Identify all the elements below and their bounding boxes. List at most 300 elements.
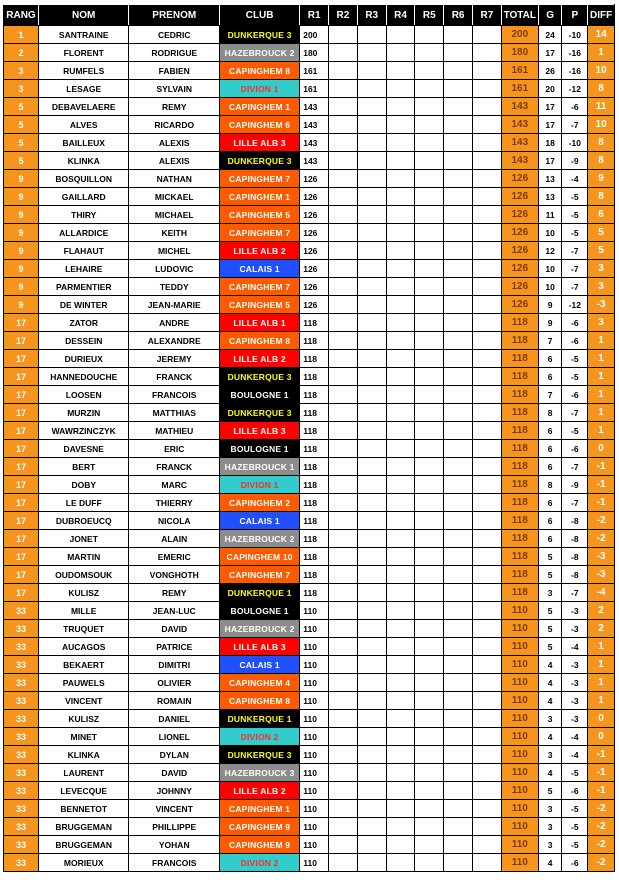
cell-diff: 1 <box>588 350 615 368</box>
cell-p: -10 <box>562 26 588 44</box>
table-row <box>4 512 615 530</box>
cell-total: 110 <box>501 782 538 800</box>
cell-r2 <box>329 188 358 206</box>
cell-diff: -1 <box>588 764 615 782</box>
header-r5: R5 <box>415 5 444 26</box>
cell-rang: 9 <box>4 278 39 296</box>
cell-club: LILLE ALB 3 <box>220 638 300 656</box>
cell-nom: BOSQUILLON <box>38 170 129 188</box>
cell-r1: 180 <box>300 44 329 62</box>
cell-total: 110 <box>501 728 538 746</box>
cell-r1: 161 <box>300 80 329 98</box>
table-row <box>4 764 615 782</box>
table-row <box>4 116 615 134</box>
cell-nom: BRUGGEMAN <box>38 836 129 854</box>
cell-r5 <box>415 548 444 566</box>
cell-r4 <box>386 566 415 584</box>
cell-club: CAPINGHEM 8 <box>220 62 300 80</box>
cell-r4 <box>386 602 415 620</box>
cell-rang: 17 <box>4 368 39 386</box>
cell-r6 <box>444 170 473 188</box>
cell-club: CAPINGHEM 5 <box>220 296 300 314</box>
cell-r1: 110 <box>300 746 329 764</box>
cell-rang: 33 <box>4 818 39 836</box>
cell-r3 <box>357 278 386 296</box>
cell-p: -7 <box>562 584 588 602</box>
cell-r4 <box>386 440 415 458</box>
cell-nom: THIRY <box>38 206 129 224</box>
cell-nom: GAILLARD <box>38 188 129 206</box>
cell-r7 <box>473 260 502 278</box>
cell-r2 <box>329 656 358 674</box>
cell-rang: 17 <box>4 512 39 530</box>
cell-r5 <box>415 512 444 530</box>
cell-r4 <box>386 800 415 818</box>
cell-club: CAPINGHEM 2 <box>220 494 300 512</box>
cell-r1: 118 <box>300 566 329 584</box>
cell-r5 <box>415 494 444 512</box>
cell-r1: 118 <box>300 530 329 548</box>
cell-nom: ZATOR <box>38 314 129 332</box>
header-r7: R7 <box>473 5 502 26</box>
cell-r7 <box>473 458 502 476</box>
cell-rang: 33 <box>4 692 39 710</box>
cell-rang: 33 <box>4 800 39 818</box>
cell-r3 <box>357 692 386 710</box>
cell-club: CAPINGHEM 7 <box>220 566 300 584</box>
cell-r6 <box>444 674 473 692</box>
cell-r2 <box>329 746 358 764</box>
cell-r4 <box>386 458 415 476</box>
table-row <box>4 152 615 170</box>
cell-club: DUNKERQUE 1 <box>220 710 300 728</box>
cell-nom: DAVESNE <box>38 440 129 458</box>
cell-total: 110 <box>501 818 538 836</box>
cell-r1: 126 <box>300 224 329 242</box>
cell-diff: 3 <box>588 278 615 296</box>
ranking-rows <box>4 26 615 872</box>
cell-r1: 126 <box>300 170 329 188</box>
cell-nom: PARMENTIER <box>38 278 129 296</box>
cell-p: -7 <box>562 116 588 134</box>
cell-r1: 118 <box>300 368 329 386</box>
cell-p: -4 <box>562 728 588 746</box>
table-row <box>4 314 615 332</box>
cell-g: 17 <box>538 98 562 116</box>
cell-r2 <box>329 440 358 458</box>
cell-club: HAZEBROUCK 2 <box>220 620 300 638</box>
cell-r4 <box>386 548 415 566</box>
cell-r4 <box>386 656 415 674</box>
table-row <box>4 620 615 638</box>
cell-rang: 17 <box>4 332 39 350</box>
cell-p: -5 <box>562 224 588 242</box>
cell-r7 <box>473 764 502 782</box>
cell-diff: 1 <box>588 638 615 656</box>
table-row <box>4 818 615 836</box>
cell-r2 <box>329 674 358 692</box>
cell-rang: 33 <box>4 728 39 746</box>
cell-p: -5 <box>562 818 588 836</box>
cell-club: DIVION 2 <box>220 728 300 746</box>
table-row <box>4 674 615 692</box>
cell-total: 126 <box>501 206 538 224</box>
cell-diff: 8 <box>588 80 615 98</box>
cell-r2 <box>329 566 358 584</box>
cell-r5 <box>415 386 444 404</box>
cell-g: 9 <box>538 296 562 314</box>
cell-rang: 9 <box>4 224 39 242</box>
cell-r5 <box>415 350 444 368</box>
cell-diff: -2 <box>588 530 615 548</box>
cell-diff: 8 <box>588 134 615 152</box>
table-row <box>4 278 615 296</box>
cell-g: 4 <box>538 764 562 782</box>
cell-r4 <box>386 404 415 422</box>
cell-prenom: CEDRIC <box>129 26 220 44</box>
cell-g: 4 <box>538 728 562 746</box>
table-row <box>4 350 615 368</box>
cell-r2 <box>329 476 358 494</box>
cell-r2 <box>329 692 358 710</box>
cell-nom: SANTRAINE <box>38 26 129 44</box>
cell-r7 <box>473 602 502 620</box>
cell-prenom: PATRICE <box>129 638 220 656</box>
table-row <box>4 476 615 494</box>
cell-r4 <box>386 116 415 134</box>
cell-r6 <box>444 260 473 278</box>
cell-r7 <box>473 710 502 728</box>
cell-prenom: VINCENT <box>129 800 220 818</box>
cell-total: 110 <box>501 836 538 854</box>
cell-r3 <box>357 638 386 656</box>
cell-club: LILLE ALB 2 <box>220 782 300 800</box>
cell-nom: DUBROEUCQ <box>38 512 129 530</box>
cell-r4 <box>386 476 415 494</box>
cell-prenom: ALAIN <box>129 530 220 548</box>
cell-nom: LESAGE <box>38 80 129 98</box>
cell-prenom: ALEXIS <box>129 152 220 170</box>
cell-r1: 143 <box>300 152 329 170</box>
cell-rang: 33 <box>4 674 39 692</box>
cell-r4 <box>386 782 415 800</box>
cell-r3 <box>357 44 386 62</box>
header-r2: R2 <box>329 5 358 26</box>
cell-g: 5 <box>538 602 562 620</box>
cell-rang: 33 <box>4 656 39 674</box>
table-row <box>4 710 615 728</box>
cell-prenom: KEITH <box>129 224 220 242</box>
cell-r6 <box>444 836 473 854</box>
cell-r3 <box>357 710 386 728</box>
cell-club: DUNKERQUE 3 <box>220 746 300 764</box>
cell-rang: 5 <box>4 134 39 152</box>
cell-p: -7 <box>562 278 588 296</box>
cell-diff: 0 <box>588 440 615 458</box>
cell-r2 <box>329 404 358 422</box>
cell-diff: 0 <box>588 710 615 728</box>
cell-prenom: ALEXANDRE <box>129 332 220 350</box>
cell-r6 <box>444 692 473 710</box>
cell-r2 <box>329 242 358 260</box>
cell-r1: 110 <box>300 602 329 620</box>
cell-nom: FLORENT <box>38 44 129 62</box>
cell-r1: 118 <box>300 458 329 476</box>
table-row <box>4 836 615 854</box>
cell-r6 <box>444 818 473 836</box>
header-r3: R3 <box>357 5 386 26</box>
cell-r7 <box>473 242 502 260</box>
cell-r6 <box>444 44 473 62</box>
cell-r4 <box>386 710 415 728</box>
cell-prenom: REMY <box>129 584 220 602</box>
cell-r5 <box>415 728 444 746</box>
cell-rang: 9 <box>4 242 39 260</box>
cell-r4 <box>386 332 415 350</box>
header-club: CLUB <box>220 5 300 26</box>
cell-prenom: LIONEL <box>129 728 220 746</box>
cell-r5 <box>415 314 444 332</box>
cell-nom: MILLE <box>38 602 129 620</box>
table-row <box>4 134 615 152</box>
cell-p: -7 <box>562 494 588 512</box>
cell-g: 3 <box>538 584 562 602</box>
cell-p: -3 <box>562 692 588 710</box>
cell-p: -7 <box>562 260 588 278</box>
cell-prenom: FABIEN <box>129 62 220 80</box>
cell-r3 <box>357 764 386 782</box>
cell-r1: 110 <box>300 638 329 656</box>
table-row <box>4 422 615 440</box>
cell-club: DUNKERQUE 3 <box>220 152 300 170</box>
cell-r3 <box>357 62 386 80</box>
cell-r4 <box>386 206 415 224</box>
cell-p: -9 <box>562 476 588 494</box>
cell-r5 <box>415 584 444 602</box>
cell-r3 <box>357 800 386 818</box>
cell-diff: 1 <box>588 422 615 440</box>
cell-r3 <box>357 656 386 674</box>
cell-club: DIVION 1 <box>220 476 300 494</box>
cell-g: 3 <box>538 746 562 764</box>
cell-g: 5 <box>538 620 562 638</box>
cell-r7 <box>473 314 502 332</box>
cell-r7 <box>473 26 502 44</box>
cell-rang: 9 <box>4 296 39 314</box>
cell-r5 <box>415 44 444 62</box>
cell-prenom: JEAN-MARIE <box>129 296 220 314</box>
header-rang: RANG <box>4 5 39 26</box>
cell-total: 126 <box>501 224 538 242</box>
cell-prenom: FRANCK <box>129 458 220 476</box>
cell-r2 <box>329 764 358 782</box>
cell-r7 <box>473 368 502 386</box>
cell-total: 126 <box>501 278 538 296</box>
cell-r1: 126 <box>300 242 329 260</box>
cell-r5 <box>415 710 444 728</box>
cell-r4 <box>386 188 415 206</box>
cell-r6 <box>444 242 473 260</box>
cell-nom: DURIEUX <box>38 350 129 368</box>
cell-g: 8 <box>538 404 562 422</box>
cell-r4 <box>386 278 415 296</box>
cell-nom: MORIEUX <box>38 854 129 872</box>
cell-r1: 118 <box>300 404 329 422</box>
cell-diff: 8 <box>588 152 615 170</box>
cell-r6 <box>444 386 473 404</box>
cell-r6 <box>444 314 473 332</box>
table-row <box>4 440 615 458</box>
cell-r7 <box>473 530 502 548</box>
cell-g: 9 <box>538 314 562 332</box>
cell-r2 <box>329 170 358 188</box>
cell-nom: BAILLEUX <box>38 134 129 152</box>
cell-r5 <box>415 530 444 548</box>
cell-r6 <box>444 368 473 386</box>
cell-total: 118 <box>501 476 538 494</box>
cell-r1: 118 <box>300 422 329 440</box>
cell-rang: 17 <box>4 350 39 368</box>
cell-r2 <box>329 638 358 656</box>
cell-r5 <box>415 152 444 170</box>
cell-r4 <box>386 620 415 638</box>
cell-r7 <box>473 836 502 854</box>
cell-r6 <box>444 764 473 782</box>
cell-nom: AUCAGOS <box>38 638 129 656</box>
cell-r7 <box>473 782 502 800</box>
cell-g: 5 <box>538 782 562 800</box>
cell-r6 <box>444 206 473 224</box>
cell-r7 <box>473 80 502 98</box>
cell-total: 110 <box>501 602 538 620</box>
cell-p: -8 <box>562 548 588 566</box>
cell-club: CAPINGHEM 9 <box>220 818 300 836</box>
table-row <box>4 170 615 188</box>
cell-club: HAZEBROUCK 2 <box>220 530 300 548</box>
table-row <box>4 800 615 818</box>
cell-r7 <box>473 476 502 494</box>
cell-p: -5 <box>562 836 588 854</box>
cell-diff: -2 <box>588 836 615 854</box>
cell-r5 <box>415 134 444 152</box>
cell-total: 143 <box>501 152 538 170</box>
cell-diff: 2 <box>588 602 615 620</box>
cell-r1: 126 <box>300 296 329 314</box>
cell-prenom: OLIVIER <box>129 674 220 692</box>
cell-g: 6 <box>538 368 562 386</box>
cell-total: 118 <box>501 530 538 548</box>
table-row <box>4 404 615 422</box>
cell-r2 <box>329 584 358 602</box>
cell-r1: 143 <box>300 98 329 116</box>
cell-p: -7 <box>562 242 588 260</box>
cell-diff: -1 <box>588 746 615 764</box>
cell-r5 <box>415 368 444 386</box>
cell-prenom: JEREMY <box>129 350 220 368</box>
cell-club: LILLE ALB 2 <box>220 350 300 368</box>
cell-r6 <box>444 854 473 872</box>
cell-nom: RUMFELS <box>38 62 129 80</box>
cell-r1: 118 <box>300 314 329 332</box>
table-row <box>4 98 615 116</box>
cell-r5 <box>415 422 444 440</box>
cell-r1: 110 <box>300 764 329 782</box>
cell-diff: 14 <box>588 26 615 44</box>
cell-p: -12 <box>562 296 588 314</box>
cell-r1: 118 <box>300 440 329 458</box>
cell-total: 110 <box>501 656 538 674</box>
cell-r2 <box>329 134 358 152</box>
cell-rang: 3 <box>4 80 39 98</box>
cell-rang: 9 <box>4 260 39 278</box>
cell-rang: 9 <box>4 206 39 224</box>
cell-r5 <box>415 26 444 44</box>
cell-diff: 5 <box>588 224 615 242</box>
cell-r4 <box>386 818 415 836</box>
cell-diff: 2 <box>588 620 615 638</box>
cell-g: 13 <box>538 170 562 188</box>
cell-nom: MURZIN <box>38 404 129 422</box>
cell-club: CAPINGHEM 8 <box>220 332 300 350</box>
header-total: TOTAL <box>501 5 538 26</box>
cell-r1: 143 <box>300 134 329 152</box>
cell-r3 <box>357 170 386 188</box>
cell-club: CAPINGHEM 1 <box>220 188 300 206</box>
cell-r1: 126 <box>300 188 329 206</box>
cell-r2 <box>329 152 358 170</box>
cell-club: BOULOGNE 1 <box>220 602 300 620</box>
cell-g: 24 <box>538 26 562 44</box>
cell-r6 <box>444 296 473 314</box>
cell-r2 <box>329 836 358 854</box>
cell-r2 <box>329 494 358 512</box>
cell-nom: LAURENT <box>38 764 129 782</box>
cell-r4 <box>386 584 415 602</box>
cell-p: -3 <box>562 674 588 692</box>
cell-total: 118 <box>501 368 538 386</box>
cell-r3 <box>357 728 386 746</box>
cell-r2 <box>329 422 358 440</box>
cell-diff: 3 <box>588 314 615 332</box>
cell-diff: -3 <box>588 548 615 566</box>
cell-prenom: FRANCOIS <box>129 386 220 404</box>
table-row <box>4 602 615 620</box>
cell-r7 <box>473 638 502 656</box>
cell-p: -6 <box>562 782 588 800</box>
cell-r3 <box>357 494 386 512</box>
cell-r4 <box>386 224 415 242</box>
cell-r3 <box>357 80 386 98</box>
header-r4: R4 <box>386 5 415 26</box>
cell-r1: 126 <box>300 206 329 224</box>
cell-club: DUNKERQUE 3 <box>220 26 300 44</box>
cell-r6 <box>444 80 473 98</box>
cell-r5 <box>415 620 444 638</box>
table-row <box>4 566 615 584</box>
cell-diff: 11 <box>588 98 615 116</box>
cell-r1: 110 <box>300 674 329 692</box>
cell-p: -16 <box>562 62 588 80</box>
cell-r2 <box>329 602 358 620</box>
cell-diff: 8 <box>588 188 615 206</box>
cell-prenom: EMERIC <box>129 548 220 566</box>
cell-g: 20 <box>538 80 562 98</box>
cell-rang: 5 <box>4 98 39 116</box>
cell-r3 <box>357 386 386 404</box>
cell-r4 <box>386 260 415 278</box>
cell-rang: 17 <box>4 494 39 512</box>
cell-r2 <box>329 782 358 800</box>
